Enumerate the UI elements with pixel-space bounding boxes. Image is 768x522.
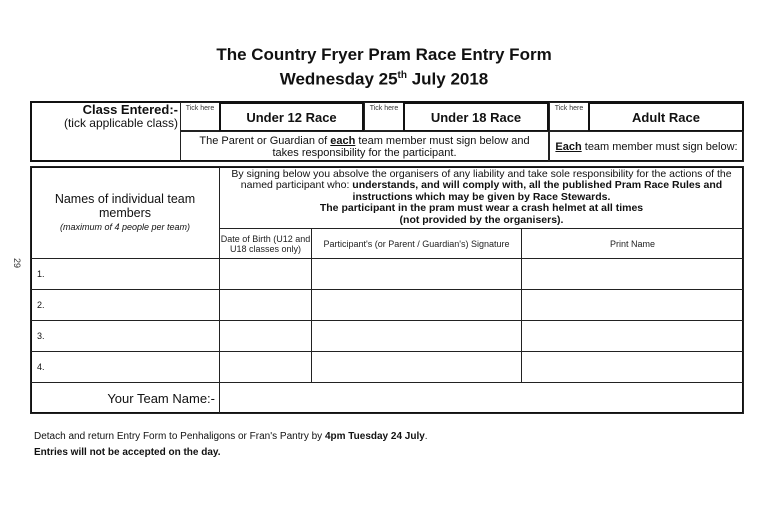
tick-box-under-18[interactable]: Tick here — [364, 102, 404, 131]
title-line-1: The Country Fryer Pram Race Entry Form — [216, 45, 552, 64]
column-header-signature: Participant's (or Parent / Guardian's) Signature — [311, 228, 522, 259]
names-header: Names of individual team members (maximum of 4 people per team) — [30, 166, 220, 259]
participant-row-2-name[interactable]: 2. — [30, 289, 220, 321]
tick-box-adult[interactable]: Tick here — [549, 102, 589, 131]
participant-row-1-print-name[interactable] — [521, 258, 744, 290]
participant-row-4-signature[interactable] — [311, 351, 522, 383]
declaration-text: By signing below you absolve the organisers of any liability and take sole responsibility for the actions of the named participant who: understands, and will comply with, all the published Pram Race Rules and instructions which may be given by Race Stewards. The participant in the pram must wear a crash helmet at all times (not provided by the organisers). — [219, 166, 744, 229]
team-name-label: Your Team Name:- — [30, 382, 220, 414]
race-under-12: Under 12 Race — [219, 102, 364, 132]
participant-row-1-dob[interactable] — [219, 258, 312, 290]
participant-row-3-name[interactable]: 3. — [30, 320, 220, 352]
return-instructions: Detach and return Entry Form to Penhaligons or Fran's Pantry by 4pm Tuesday 24 July. — [34, 431, 428, 442]
participant-row-3-signature[interactable] — [311, 320, 522, 352]
page-title — [0, 44, 768, 90]
race-under-18: Under 18 Race — [403, 102, 549, 132]
participant-row-2-signature[interactable] — [311, 289, 522, 321]
participant-row-3-print-name[interactable] — [521, 320, 744, 352]
participant-row-4-name[interactable]: 4. — [30, 351, 220, 383]
participant-row-3-dob[interactable] — [219, 320, 312, 352]
column-header-dob: Date of Birth (U12 and U18 classes only) — [219, 228, 312, 259]
participant-row-1-name[interactable]: 1. — [30, 258, 220, 290]
participant-row-2-print-name[interactable] — [521, 289, 744, 321]
participant-row-4-dob[interactable] — [219, 351, 312, 383]
guardian-note: The Parent or Guardian of each team member must sign below and takes responsibility for the participant. — [180, 131, 549, 162]
late-entries-notice: Entries will not be accepted on the day. — [34, 447, 221, 458]
title-line-2: Wednesday 25th July 2018 — [279, 69, 489, 89]
adult-note: Each team member must sign below: — [549, 131, 744, 162]
class-entered-label: Class Entered:- (tick applicable class) — [63, 102, 178, 130]
race-adult: Adult Race — [588, 102, 744, 132]
participant-row-4-print-name[interactable] — [521, 351, 744, 383]
page-number: 29 — [12, 257, 23, 269]
tick-box-under-12[interactable]: Tick here — [180, 102, 220, 131]
column-header-print-name: Print Name — [521, 228, 744, 259]
participant-row-1-signature[interactable] — [311, 258, 522, 290]
team-name-field[interactable] — [219, 382, 744, 414]
participant-row-2-dob[interactable] — [219, 289, 312, 321]
